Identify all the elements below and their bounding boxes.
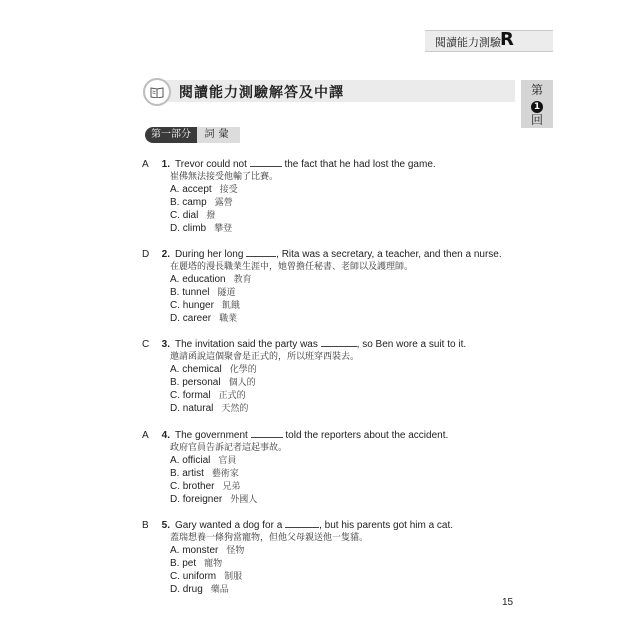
answer-blank — [251, 428, 283, 438]
question-translation: 崔佛無法接受他輸了比賽。 — [170, 171, 279, 181]
page-title-bar — [145, 80, 515, 102]
question-text-after: told the reporters about the accident. — [282, 430, 449, 441]
option-b: B. artist 藝術家 — [170, 468, 239, 479]
question-text-before: Gary wanted a dog for a — [175, 520, 286, 531]
option-a: A. education 教育 — [170, 274, 252, 285]
answer-key: D — [142, 249, 150, 260]
question-number: 4. — [161, 430, 170, 441]
option-c: C. formal 正式的 — [170, 390, 246, 401]
question-text-before: During her long — [175, 249, 247, 260]
question-text-before: The government — [175, 430, 251, 441]
option-c: C. dial 撥 — [170, 210, 216, 221]
round-tab-top: 第 — [530, 83, 543, 97]
question-number: 3. — [161, 339, 170, 350]
question-3 — [142, 337, 522, 415]
question-text-before: The invitation said the party was — [175, 339, 321, 350]
option-b: B. tunnel 隧道 — [170, 287, 236, 298]
question-text-after: , but his parents got him a cat. — [319, 520, 454, 531]
question-4 — [142, 428, 522, 506]
answer-blank — [246, 247, 276, 257]
option-d: D. career 職業 — [170, 313, 238, 324]
answer-blank — [321, 337, 357, 347]
page-number: 15 — [502, 597, 514, 608]
running-header-letter: R — [500, 29, 514, 50]
option-a: A. official 官員 — [170, 455, 237, 466]
question-text-after: , Rita was a secretary, a teacher, and then a nurse. — [276, 249, 502, 260]
book-icon — [143, 78, 171, 106]
option-a: A. chemical 化學的 — [170, 364, 257, 375]
option-d: D. natural 天然的 — [170, 403, 249, 414]
question-text-before: Trevor could not — [175, 159, 250, 170]
section-part: 第一部分 — [145, 127, 197, 143]
question-text-after: the fact that he had lost the game. — [281, 159, 436, 170]
question-number: 1. — [161, 159, 170, 170]
round-tab — [521, 80, 553, 128]
answer-key: A — [142, 430, 149, 441]
option-a: A. accept 接受 — [170, 184, 238, 195]
question-translation: 在麗塔的漫長職業生涯中，她曾擔任秘書、老師以及護理師。 — [170, 261, 414, 271]
question-translation: 邀請函說這個聚會是正式的，所以班穿西裝去。 — [170, 351, 360, 361]
option-d: D. climb 攀登 — [170, 223, 233, 234]
section-label — [145, 127, 240, 143]
answer-blank — [250, 157, 282, 167]
question-translation: 政府官員告訴記者這起事故。 — [170, 442, 288, 452]
answer-key: B — [142, 520, 149, 531]
question-text-after: , so Ben wore a suit to it. — [356, 339, 467, 350]
round-tab-bottom: 回 — [530, 113, 543, 127]
option-d: D. drug 藥品 — [170, 584, 229, 595]
option-c: C. hunger 飢餓 — [170, 300, 240, 311]
section-name: 詞彙 — [197, 127, 240, 143]
option-d: D. foreigner 外國人 — [170, 494, 258, 505]
option-c: C. brother 兄弟 — [170, 481, 241, 492]
running-header-title: 閱讀能力測驗 — [435, 36, 501, 49]
round-number-badge: 1 — [531, 101, 543, 113]
question-2 — [142, 247, 522, 325]
option-a: A. monster 怪物 — [170, 545, 245, 556]
question-translation: 蓋瑞想養一條狗當寵物，但他父母親送他一隻貓。 — [170, 532, 369, 542]
answer-key: A — [142, 159, 149, 170]
answer-blank — [285, 518, 319, 528]
answer-key: C — [142, 339, 150, 350]
running-header — [425, 30, 553, 52]
question-5 — [142, 518, 522, 596]
option-c: C. uniform 制服 — [170, 571, 243, 582]
question-number: 5. — [161, 520, 170, 531]
question-number: 2. — [161, 249, 170, 260]
page-title: 閱讀能力測驗解答及中譯 — [179, 85, 344, 101]
option-b: B. camp 露營 — [170, 197, 233, 208]
option-b: B. pet 寵物 — [170, 558, 223, 569]
option-b: B. personal 個人的 — [170, 377, 256, 388]
question-1 — [142, 157, 522, 235]
